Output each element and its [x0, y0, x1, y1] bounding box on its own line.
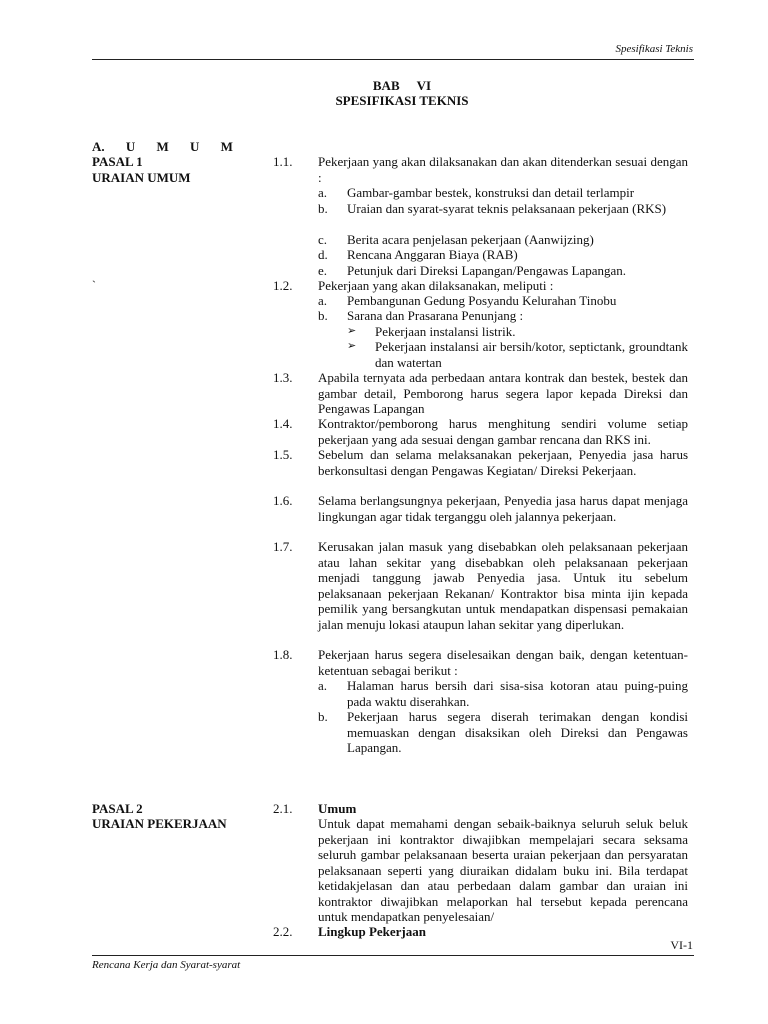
sub-label: a. — [318, 293, 328, 308]
pasal2-sublabel: URAIAN PEKERJAAN — [92, 816, 227, 831]
sub-label: c. — [318, 232, 328, 247]
item-text: Selama berlangsungnya pekerjaan, Penyedia jasa harus dapat menjaga lingkungan agar tidak terganggu oleh jalannya pekerjaan. — [318, 493, 688, 524]
item-text: Kerusakan jalan masuk yang disebabkan oleh pelaksanaan pekerjaan atau lahan sekitar yang disebabkan oleh pelaksanaan pekerjaan menjadi tanggung jawab Penyedia jasa. Untuk itu sebelum pelaksanaan pekerjaan Rekanan/ Kontraktor bisa minta ijin kepada pemilik yang bersangkutan untuk mendapatkan dispensasi pemakaian jalan menuju lokasi ataupun lahan sekitar yang diperlukan. — [318, 539, 688, 632]
page-number: VI-1 — [670, 938, 693, 952]
item-number: 1.2. — [273, 278, 293, 293]
header-rule — [92, 59, 694, 60]
arrow-bullet-icon: ➢ — [347, 325, 357, 337]
sub-text: Rencana Anggaran Biaya (RAB) — [347, 247, 518, 262]
sub-text: Gambar-gambar bestek, konstruksi dan detail terlampir — [347, 185, 635, 200]
chapter-title: SPESIFIKASI TEKNIS — [335, 93, 469, 108]
item-heading: Umum — [318, 801, 357, 816]
sub-label: b. — [318, 308, 328, 323]
sub-label: e. — [318, 263, 328, 278]
sub-text: Uraian dan syarat-syarat teknis pelaksanaan pekerjaan (RKS) — [347, 201, 667, 216]
sub-text: Sarana dan Prasarana Penunjang : — [347, 308, 524, 323]
sub-text: Pekerjaan harus segera diserah terimakan dengan kondisi memuaskan dengan disaksikan oleh Direksi dan Pengawas Lapangan. — [347, 709, 688, 755]
arrow-bullet-icon: ➢ — [347, 340, 357, 352]
item-number: 1.1. — [273, 154, 293, 169]
item-number: 2.2. — [273, 924, 293, 939]
sub-text: Petunjuk dari Direksi Lapangan/Pengawas Lapangan. — [347, 263, 627, 278]
item-number: 1.6. — [273, 493, 293, 508]
item-heading: Lingkup Pekerjaan — [318, 924, 426, 939]
item-text: Untuk dapat memahami dengan sebaik-baiknya seluruh seluk beluk pekerjaan ini kontraktor diwajibkan mempelajari secara seksama seluruh gambar pelaksanaan beserta uraian pekerjaan dan persyaratan pelaksanaan seperti yang diuraikan didalam buku ini. Bila terdapat ketidakjelasan dan atau perbedaan dalam gambar dan uraian ini kontraktor diwajibkan melaporkan hal tersebut kepada perencana untuk mendapatkan penyelesaian/ — [318, 816, 688, 924]
footer-rule — [92, 955, 694, 956]
sub-text: Halaman harus bersih dari sisa-sisa kotoran atau puing-puing pada waktu diserahkan. — [347, 678, 688, 709]
item-number: 1.3. — [273, 370, 293, 385]
arrow-item-text: Pekerjaan instalansi air bersih/kotor, septictank, groundtank dan watertan — [375, 339, 688, 370]
item-text: Sebelum dan selama melaksanakan pekerjaan, Penyedia jasa harus berkonsultasi dengan Pengawas Kegiatan/ Direksi Pekerjaan. — [318, 447, 688, 478]
sub-text: Berita acara penjelasan pekerjaan (Aanwijzing) — [347, 232, 594, 247]
item-text: Pekerjaan yang akan dilaksanakan, meliputi : — [318, 278, 554, 293]
sub-label: a. — [318, 678, 328, 693]
sub-label: b. — [318, 709, 328, 724]
chapter-number: BAB VI — [372, 78, 432, 93]
section-a-label: A. U M U M — [92, 139, 233, 154]
pasal1-label: PASAL 1 — [92, 154, 143, 169]
item-text: Apabila ternyata ada perbedaan antara kontrak dan bestek, bestek dan gambar detail, Pemborong harus segera lapor kepada Direksi dan Pengawas Lapangan — [318, 370, 688, 416]
pasal2-label: PASAL 2 — [92, 801, 143, 816]
sub-label: d. — [318, 247, 328, 262]
running-footer: Rencana Kerja dan Syarat-syarat — [92, 959, 241, 971]
item-number: 2.1. — [273, 801, 293, 816]
pasal1-sublabel: URAIAN UMUM — [92, 170, 191, 185]
running-header: Spesifikasi Teknis — [615, 43, 693, 55]
item-number: 1.5. — [273, 447, 293, 462]
sub-label: b. — [318, 201, 328, 216]
item-number: 1.7. — [273, 539, 293, 554]
item-number: 1.4. — [273, 416, 293, 431]
item-text: Pekerjaan yang akan dilaksanakan dan akan ditenderkan sesuai dengan : — [318, 154, 688, 185]
sub-label: a. — [318, 185, 328, 200]
item-number: 1.8. — [273, 647, 293, 662]
arrow-item-text: Pekerjaan instalansi listrik. — [375, 324, 516, 339]
stray-mark: ` — [92, 278, 96, 292]
item-text: Pekerjaan harus segera diselesaikan dengan baik, dengan ketentuan-ketentuan sebagai berikut : — [318, 647, 688, 678]
item-text: Kontraktor/pemborong harus menghitung sendiri volume setiap pekerjaan yang ada sesuai dengan gambar rencana dan RKS ini. — [318, 416, 688, 447]
sub-text: Pembangunan Gedung Posyandu Kelurahan Tinobu — [347, 293, 617, 308]
